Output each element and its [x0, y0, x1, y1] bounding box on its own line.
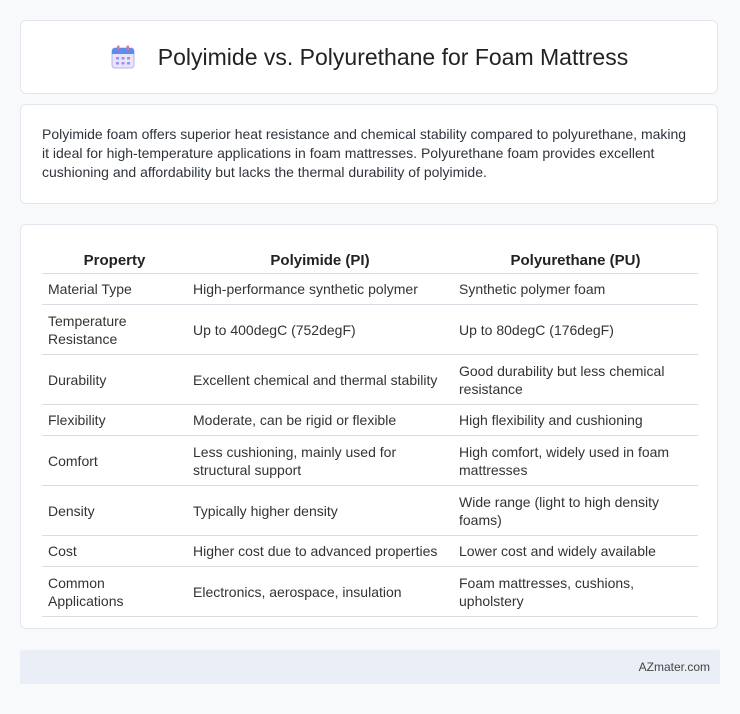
table-cell: Higher cost due to advanced properties: [187, 536, 453, 567]
intro-card: [20, 104, 718, 204]
table-row: [42, 355, 698, 405]
table-cell: Excellent chemical and thermal stability: [187, 355, 453, 405]
comparison-table-card: [20, 224, 718, 629]
table-cell: High-performance synthetic polymer: [187, 274, 453, 305]
table-cell: High flexibility and cushioning: [453, 405, 698, 436]
table-cell: Up to 400degC (752degF): [187, 305, 453, 355]
footer-brand: AZmater.com: [638, 660, 710, 674]
footer: [20, 650, 720, 684]
calendar-icon: [110, 44, 136, 70]
table-row: [42, 274, 698, 305]
table-cell: Moderate, can be rigid or flexible: [187, 405, 453, 436]
table-row: [42, 567, 698, 617]
table-cell: Wide range (light to high density foams): [453, 486, 698, 536]
table-row: [42, 405, 698, 436]
column-header-polyurethane: Polyurethane (PU): [453, 243, 698, 274]
table-cell: Synthetic polymer foam: [453, 274, 698, 305]
table-cell: Material Type: [42, 274, 187, 305]
table-cell: Density: [42, 486, 187, 536]
table-cell: Comfort: [42, 436, 187, 486]
table-cell: Common Applications: [42, 567, 187, 617]
table-cell: Durability: [42, 355, 187, 405]
table-cell: Good durability but less chemical resistance: [453, 355, 698, 405]
table-row: [42, 486, 698, 536]
title-card: [20, 20, 718, 94]
table-cell: Electronics, aerospace, insulation: [187, 567, 453, 617]
column-header-property: Property: [42, 243, 187, 274]
table-cell: Foam mattresses, cushions, upholstery: [453, 567, 698, 617]
table-row: [42, 436, 698, 486]
table-row: [42, 536, 698, 567]
column-header-polyimide: Polyimide (PI): [187, 243, 453, 274]
table-header-row: [42, 243, 698, 274]
table-cell: Flexibility: [42, 405, 187, 436]
table-cell: High comfort, widely used in foam mattresses: [453, 436, 698, 486]
table-cell: Lower cost and widely available: [453, 536, 698, 567]
table-cell: Cost: [42, 536, 187, 567]
table-cell: Up to 80degC (176degF): [453, 305, 698, 355]
intro-text: Polyimide foam offers superior heat resistance and chemical stability compared to polyurethane, making it ideal for high-temperature applications in foam mattresses. Polyurethane foam provides excellent cushioning and affordability but lacks the thermal durability of polyimide.: [42, 126, 687, 180]
comparison-table: [42, 243, 698, 617]
table-row: [42, 305, 698, 355]
table-cell: Typically higher density: [187, 486, 453, 536]
table-cell: Temperature Resistance: [42, 305, 187, 355]
page-title: Polyimide vs. Polyurethane for Foam Mattress: [157, 43, 629, 70]
table-cell: Less cushioning, mainly used for structural support: [187, 436, 453, 486]
